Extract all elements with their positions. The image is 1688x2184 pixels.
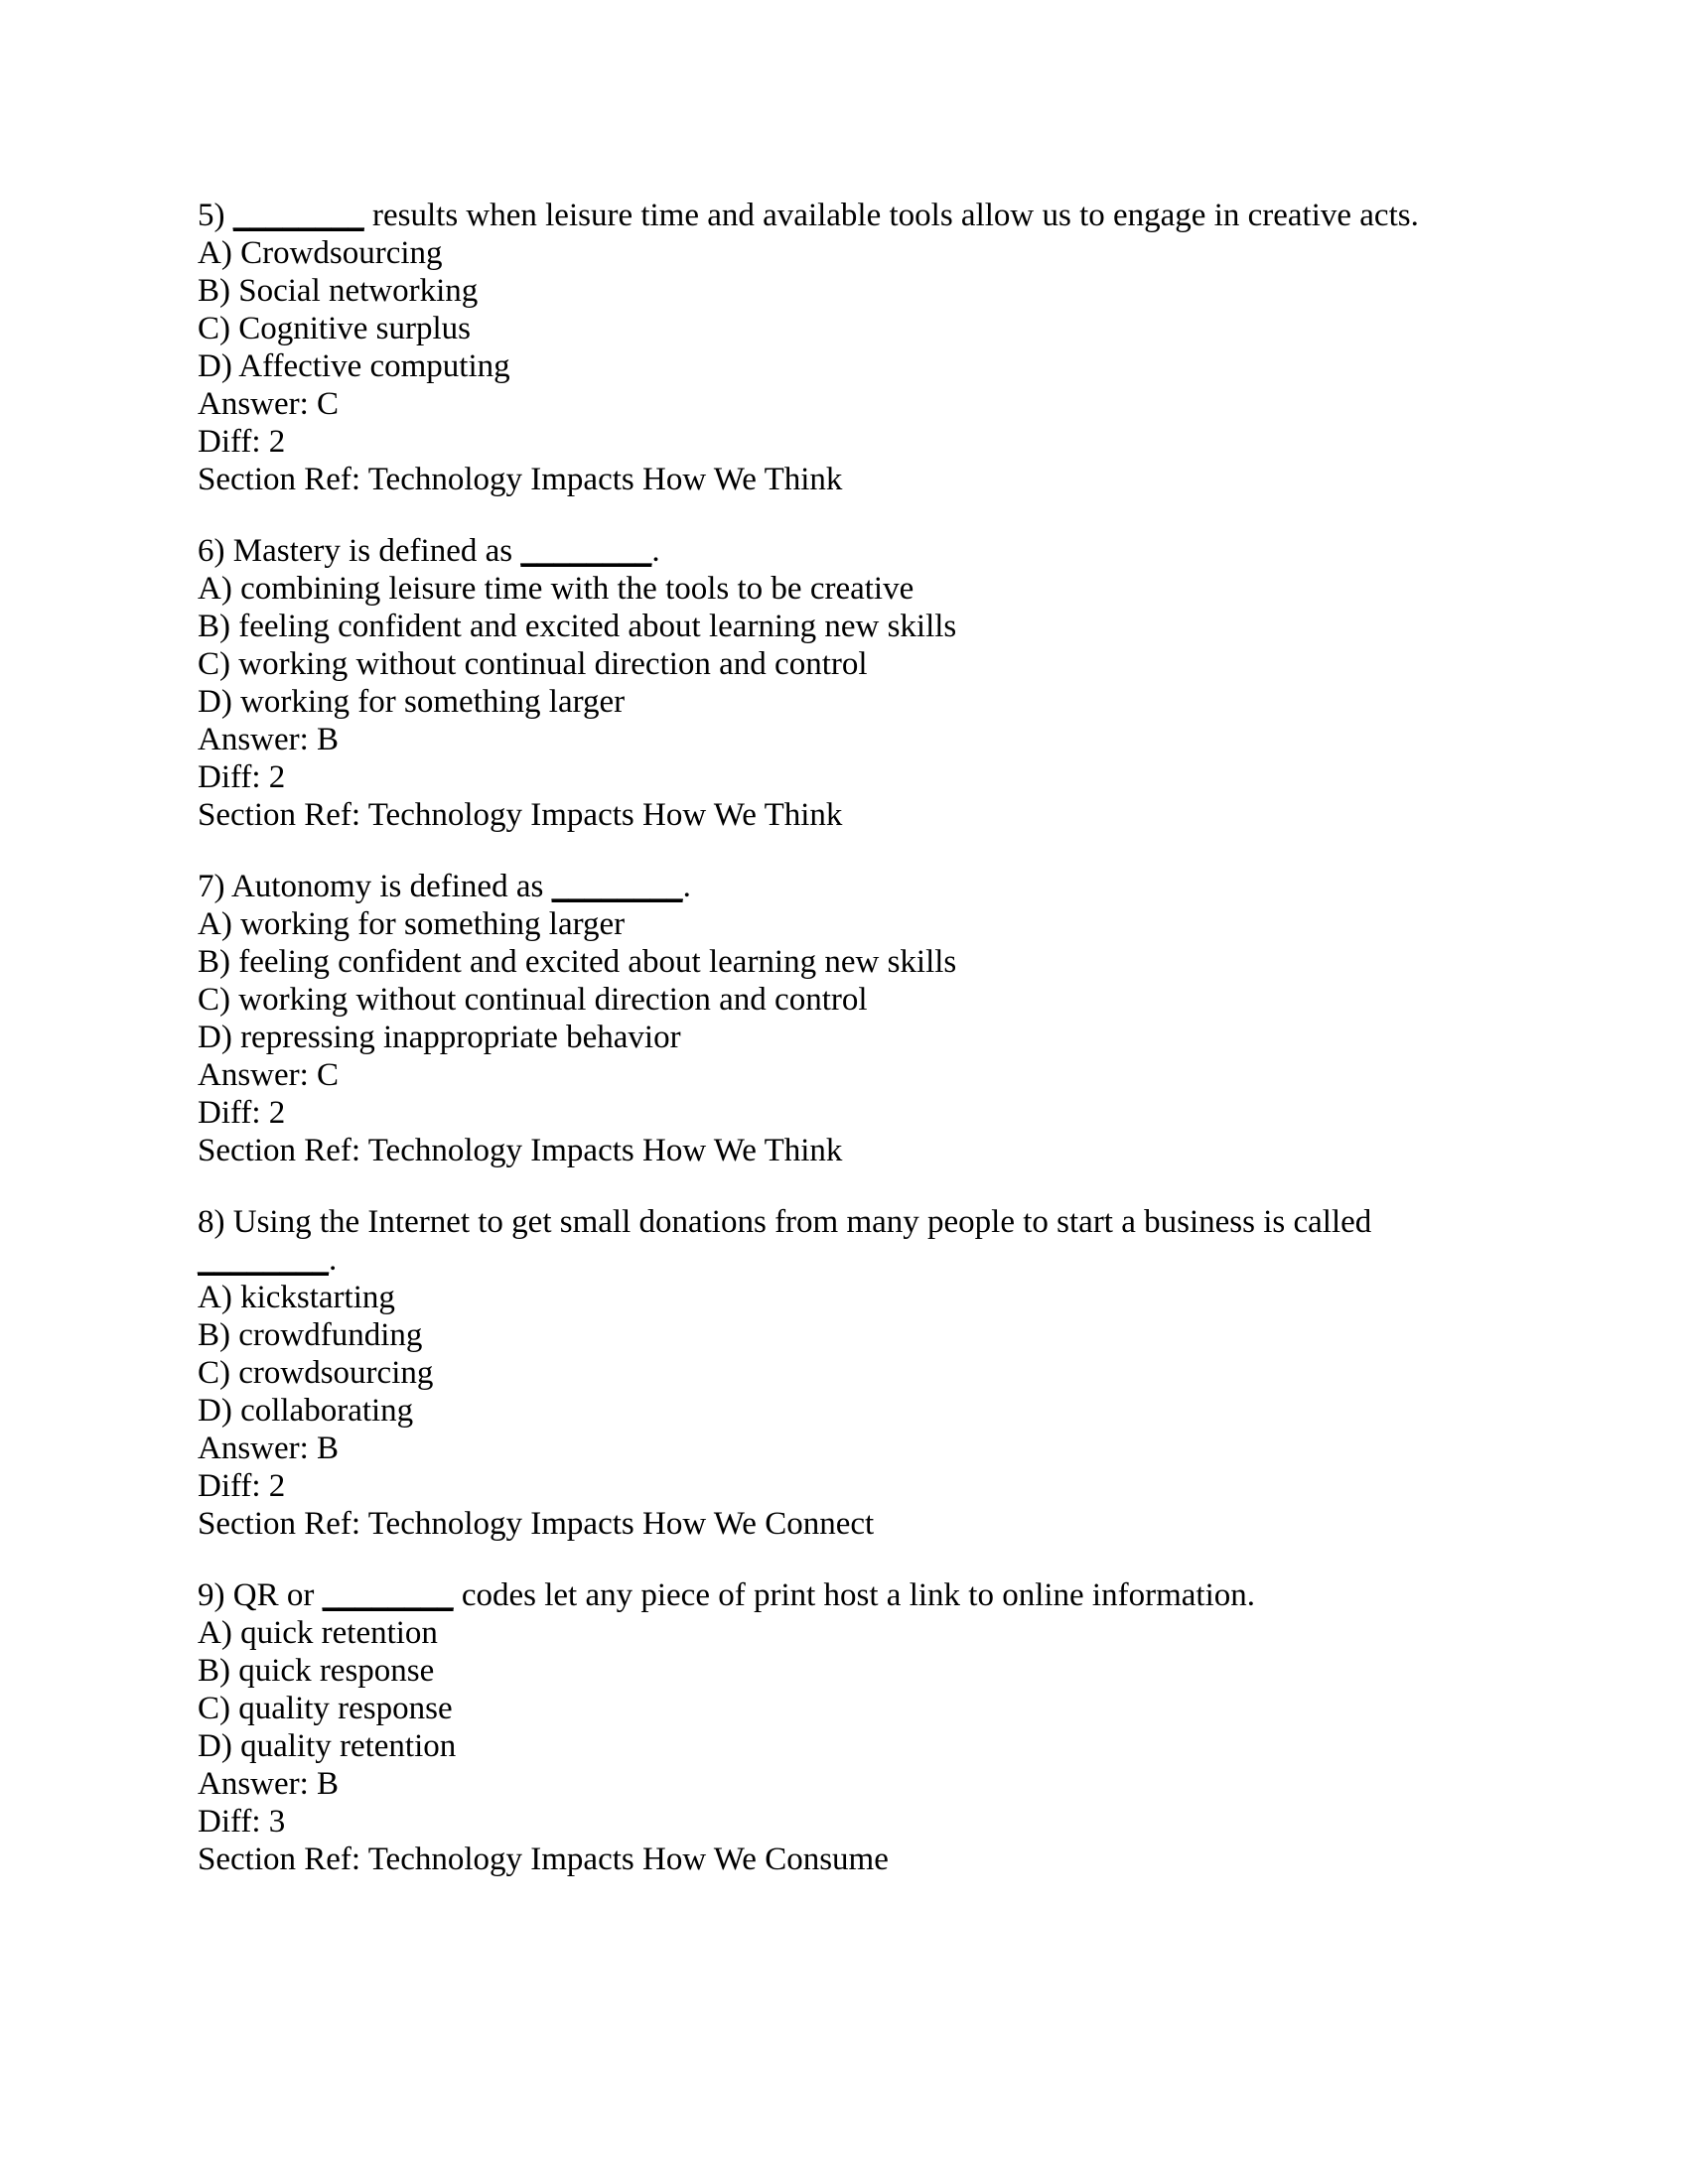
question-number: 9) [198, 1577, 225, 1613]
question-number: 7) [198, 869, 225, 904]
question-text-end: . [682, 869, 691, 904]
option-b: B) quick response [198, 1653, 435, 1689]
question-text: Using the Internet to get small donations from many people to start a business is called [232, 1204, 1372, 1240]
option-b: B) crowdfunding [198, 1317, 423, 1353]
question-text: Autonomy is defined as [230, 869, 552, 904]
section-ref-line: Section Ref: Technology Impacts How We Connect [198, 1506, 875, 1542]
option-c: C) quality response [198, 1691, 453, 1726]
question-text: QR or [232, 1577, 323, 1613]
option-d: D) Affective computing [198, 348, 510, 384]
question-list [198, 197, 1498, 1912]
section-ref-line: Section Ref: Technology Impacts How We Consume [198, 1842, 889, 1877]
fill-in-blank: ________ [198, 1242, 329, 1278]
answer-line: Answer: B [198, 1766, 340, 1802]
option-a: A) working for something larger [198, 906, 626, 942]
section-ref-line: Section Ref: Technology Impacts How We Think [198, 797, 843, 833]
question-stem [198, 1576, 1498, 1614]
question-text-end: . [329, 1242, 338, 1278]
difficulty-line: Diff: 2 [198, 1095, 286, 1131]
question-text-end: codes let any piece of print host a link to online information. [453, 1577, 1255, 1613]
answer-line: Answer: B [198, 722, 340, 757]
option-d: D) quality retention [198, 1728, 457, 1764]
question-stem [198, 868, 1498, 905]
option-c: C) crowdsourcing [198, 1355, 434, 1391]
option-c: C) working without continual direction and control [198, 646, 868, 682]
difficulty-line: Diff: 2 [198, 759, 286, 795]
section-ref-line: Section Ref: Technology Impacts How We Think [198, 1133, 843, 1168]
option-c: C) working without continual direction and control [198, 982, 868, 1018]
option-b: B) feeling confident and excited about learning new skills [198, 609, 957, 644]
option-d: D) repressing inappropriate behavior [198, 1020, 681, 1055]
question-number: 6) [198, 533, 225, 569]
option-d: D) collaborating [198, 1393, 414, 1429]
question-stem [198, 197, 1498, 234]
question-stem-continued [198, 1241, 1498, 1279]
answer-line: Answer: C [198, 1057, 340, 1093]
question-text: results when leisure time and available tools allow us to engage in creative acts. [363, 198, 1419, 233]
question-number: 5) [198, 198, 225, 233]
option-d: D) working for something larger [198, 684, 626, 720]
option-b: B) Social networking [198, 273, 479, 309]
question-7 [198, 868, 1498, 1169]
fill-in-blank: ________ [520, 533, 652, 569]
question-number: 8) [198, 1204, 225, 1240]
option-a: A) Crowdsourcing [198, 235, 443, 271]
question-text: Mastery is defined as [232, 533, 521, 569]
question-6 [198, 532, 1498, 834]
question-8 [198, 1203, 1498, 1543]
option-b: B) feeling confident and excited about learning new skills [198, 944, 957, 980]
question-text-end: . [651, 533, 660, 569]
answer-line: Answer: C [198, 386, 340, 422]
answer-line: Answer: B [198, 1431, 340, 1466]
question-9 [198, 1576, 1498, 1878]
question-stem [198, 532, 1498, 570]
fill-in-blank: ________ [322, 1577, 454, 1613]
difficulty-line: Diff: 2 [198, 1468, 286, 1504]
option-a: A) kickstarting [198, 1280, 395, 1315]
option-a: A) combining leisure time with the tools to be creative [198, 571, 914, 607]
difficulty-line: Diff: 2 [198, 424, 286, 460]
option-c: C) Cognitive surplus [198, 311, 472, 346]
question-stem [198, 1203, 1498, 1241]
fill-in-blank: ________ [232, 198, 364, 233]
difficulty-line: Diff: 3 [198, 1804, 286, 1840]
option-a: A) quick retention [198, 1615, 438, 1651]
fill-in-blank: ________ [551, 869, 683, 904]
question-5 [198, 197, 1498, 498]
section-ref-line: Section Ref: Technology Impacts How We Think [198, 462, 843, 497]
